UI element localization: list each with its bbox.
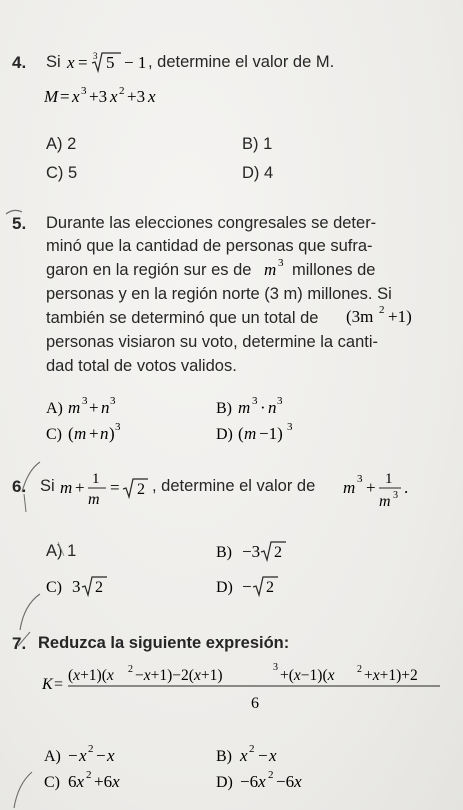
option-value: 2 <box>67 135 77 153</box>
svg-text:): ) <box>109 424 115 443</box>
svg-text:B): B) <box>216 400 232 417</box>
svg-text:x: x <box>107 746 115 765</box>
svg-text:2: 2 <box>274 544 282 561</box>
svg-text:−6x: −6x <box>240 772 266 791</box>
svg-text:2: 2 <box>379 304 385 316</box>
problem-line: minó que la cantidad de personas que sufra- <box>46 237 373 255</box>
problem-line: millones de <box>292 261 376 279</box>
svg-text:(: ( <box>238 424 244 443</box>
svg-text:3: 3 <box>273 662 278 673</box>
svg-text:x: x <box>72 87 80 106</box>
svg-text:3: 3 <box>81 85 87 97</box>
svg-text:(: ( <box>68 424 74 443</box>
svg-text:2: 2 <box>88 743 94 755</box>
svg-text:2: 2 <box>95 579 103 596</box>
svg-text:B): B) <box>216 748 232 765</box>
svg-text:=: = <box>78 53 88 72</box>
svg-text:2: 2 <box>128 664 133 675</box>
pencil-stroke-q7-mark <box>18 632 30 646</box>
svg-text:x: x <box>148 87 156 106</box>
svg-text:A): A) <box>46 400 63 417</box>
question-number: 7. <box>12 634 27 653</box>
svg-text:K: K <box>42 676 53 693</box>
svg-text:C): C) <box>46 426 62 443</box>
svg-text:x: x <box>240 746 248 765</box>
svg-text:+3: +3 <box>127 87 146 106</box>
svg-text:x: x <box>269 746 277 765</box>
svg-text:2: 2 <box>268 769 274 781</box>
svg-text:x: x <box>67 53 75 72</box>
question-lead: Si <box>40 477 55 495</box>
svg-text:·: · <box>260 398 266 417</box>
pencil-stroke-q6 <box>22 462 40 492</box>
svg-text:n: n <box>101 398 110 417</box>
svg-text:2: 2 <box>86 769 92 781</box>
problem-line: dad total de votos validos. <box>46 357 237 375</box>
svg-text:3: 3 <box>287 421 293 433</box>
svg-text:3: 3 <box>278 257 284 269</box>
problem-line: Durante las elecciones congresales se deter- <box>46 214 377 232</box>
svg-text:+(x−1)(x: +(x−1)(x <box>280 667 335 684</box>
svg-text:3: 3 <box>93 51 98 61</box>
svg-text:D): D) <box>216 426 233 443</box>
svg-text:+3: +3 <box>89 87 108 106</box>
svg-text:.: . <box>404 478 409 497</box>
svg-text:=: = <box>110 478 120 497</box>
problem-line: personas y en la región norte (3 m) millones. Si <box>46 285 392 303</box>
svg-text:M: M <box>44 87 59 106</box>
option-letter: B) <box>242 135 259 153</box>
svg-text:m: m <box>244 424 257 443</box>
option-letter: A) <box>46 542 63 560</box>
question-lead: Si <box>46 53 61 71</box>
svg-text:3: 3 <box>252 395 258 407</box>
problem-line: personas visiaron su voto, determine la canti- <box>46 333 378 351</box>
svg-text:+1): +1) <box>388 307 412 326</box>
question-text: , determine el valor de M. <box>148 53 335 71</box>
svg-text:B): B) <box>216 544 232 561</box>
svg-text:+: + <box>366 478 376 497</box>
question-number: 6. <box>12 477 27 496</box>
svg-text:n: n <box>268 398 277 417</box>
svg-text:1: 1 <box>385 471 393 487</box>
svg-text:−: − <box>96 746 106 765</box>
svg-text:+x+1)+2: +x+1)+2 <box>364 667 418 684</box>
svg-text:3: 3 <box>82 395 88 407</box>
svg-text:m: m <box>60 478 73 497</box>
svg-text:+: + <box>89 398 99 417</box>
option-value: 4 <box>264 164 274 182</box>
option-value: 1 <box>263 135 273 153</box>
svg-text:2: 2 <box>266 579 274 596</box>
svg-text:+6x: +6x <box>94 772 120 791</box>
svg-text:− 1: − 1 <box>124 53 147 72</box>
svg-text:2: 2 <box>137 481 145 498</box>
pencil-stroke-q5 <box>6 210 22 214</box>
svg-text:=: = <box>60 87 70 106</box>
svg-text:C): C) <box>46 579 62 596</box>
svg-text:m: m <box>264 260 277 279</box>
svg-text:m: m <box>343 478 356 497</box>
svg-text:C): C) <box>44 774 60 791</box>
svg-text:x: x <box>110 87 118 106</box>
svg-text:−x+1)−2(x+1): −x+1)−2(x+1) <box>135 667 223 684</box>
svg-text:3: 3 <box>110 395 116 407</box>
svg-text:m: m <box>238 398 251 417</box>
svg-text:A): A) <box>44 748 61 765</box>
question-number: 5. <box>12 214 27 233</box>
svg-text:−1): −1) <box>259 424 283 443</box>
svg-text:6x: 6x <box>68 772 85 791</box>
option-value: 5 <box>68 164 78 182</box>
svg-text:(x+1)(x: (x+1)(x <box>68 667 114 684</box>
svg-text:m: m <box>68 398 81 417</box>
svg-text:−6x: −6x <box>276 772 302 791</box>
svg-text:=: = <box>54 676 64 693</box>
question-prompt: Reduzca la siguiente expresión: <box>38 634 290 652</box>
svg-text:+: + <box>75 478 85 497</box>
option-value: 1 <box>67 542 77 560</box>
svg-text:m: m <box>74 424 87 443</box>
svg-text:−: − <box>258 746 268 765</box>
svg-text:3: 3 <box>115 421 121 433</box>
pencil-stroke-bottom <box>14 772 32 808</box>
svg-text:(3m: (3m <box>346 307 374 326</box>
option-letter: C) <box>46 164 64 182</box>
svg-text:n: n <box>100 424 109 443</box>
svg-text:−3: −3 <box>242 542 261 561</box>
svg-text:6: 6 <box>251 695 259 712</box>
svg-text:D): D) <box>216 579 233 596</box>
svg-text:3: 3 <box>393 490 398 501</box>
svg-text:m: m <box>88 491 100 508</box>
option-letter: D) <box>242 164 260 182</box>
question-text: , determine el valor de <box>152 477 316 495</box>
question-number: 4. <box>12 53 27 72</box>
svg-text:3: 3 <box>357 473 363 485</box>
svg-text:2: 2 <box>357 664 362 675</box>
svg-text:3: 3 <box>72 577 81 596</box>
svg-text:2: 2 <box>249 743 255 755</box>
svg-text:m: m <box>379 493 391 510</box>
svg-text:−: − <box>68 746 78 765</box>
svg-text:−: − <box>242 577 252 596</box>
pencil-stroke-q6-a <box>58 542 64 556</box>
pencil-stroke-q7 <box>20 594 40 630</box>
pencil-stroke-q6-tail <box>24 494 26 512</box>
problem-line: también se determinó que un total de <box>46 309 319 327</box>
option-letter: A) <box>46 135 63 153</box>
svg-text:x: x <box>79 746 87 765</box>
problem-line: garon en la región sur es de <box>46 261 252 279</box>
svg-text:+: + <box>89 424 99 443</box>
svg-text:3: 3 <box>277 395 283 407</box>
svg-text:1: 1 <box>92 471 100 487</box>
svg-text:5: 5 <box>106 53 115 72</box>
svg-text:2: 2 <box>119 85 125 97</box>
svg-text:D): D) <box>216 774 233 791</box>
